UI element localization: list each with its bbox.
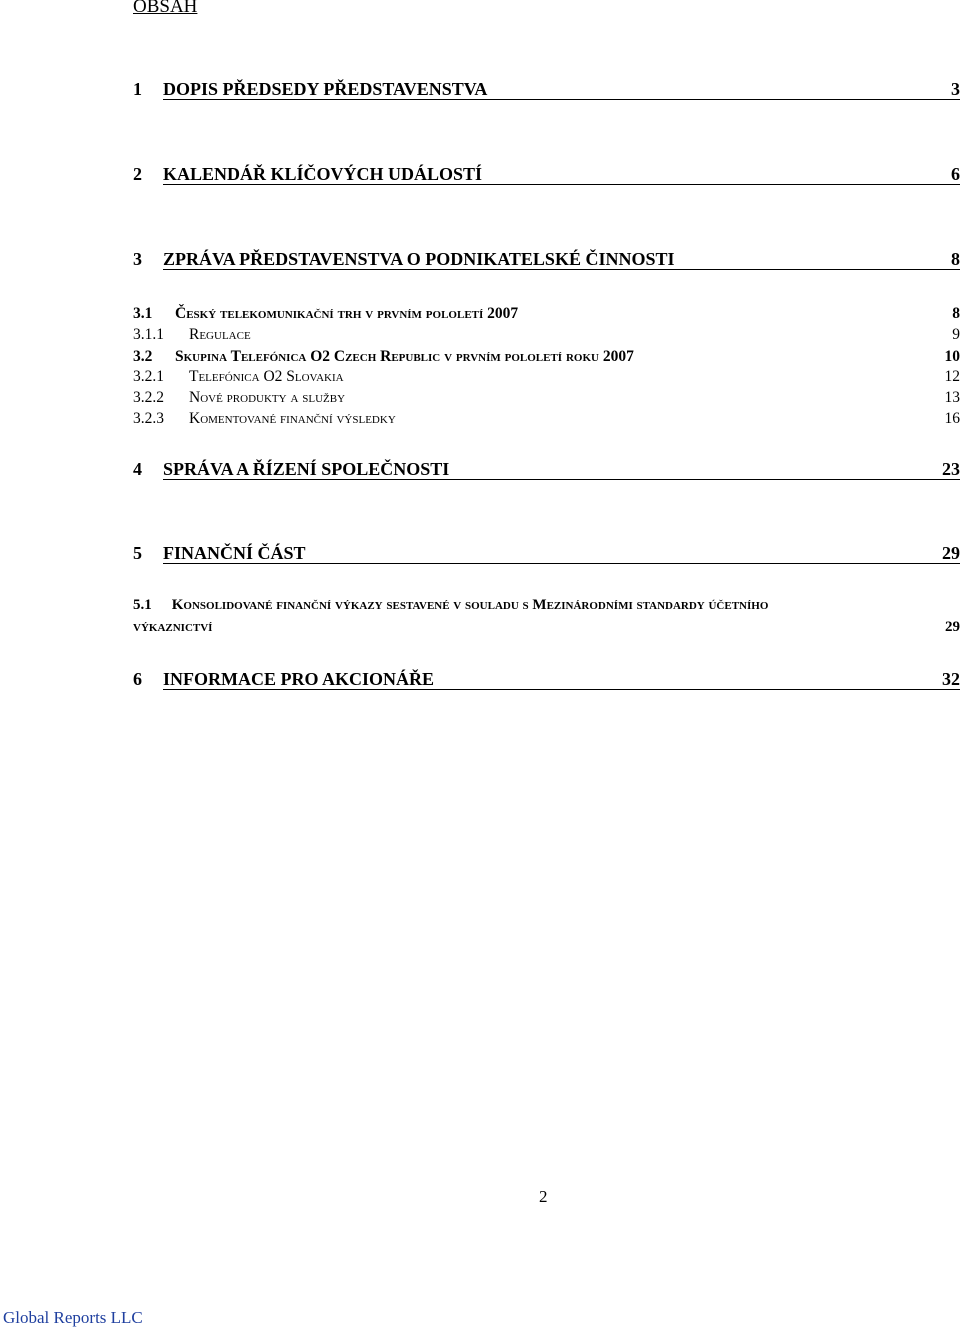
toc-entry-5-1[interactable] [133,597,768,614]
toc-entry-number: 5.1 [133,597,152,613]
toc-entry-5[interactable] [133,542,960,564]
toc-entry-number: 6 [133,669,142,689]
toc-entry-3-2[interactable] [133,344,960,366]
toc-entry-3[interactable] [133,248,960,270]
toc-entry-title: FINANČNÍ ČÁST [163,543,306,563]
toc-entry-page: 8 [951,249,960,269]
toc-entry-title: Regulace [189,325,251,343]
toc-entry-page: 16 [944,409,960,427]
toc-entry-3-2-1[interactable] [133,364,960,386]
toc-entry-rule [163,479,960,480]
toc-entry-title-continuation: výkaznictví [133,619,213,635]
toc-entry-page: 29 [942,543,960,563]
toc-entry-6[interactable] [133,668,960,690]
toc-entry-title: KALENDÁŘ KLÍČOVÝCH UDÁLOSTÍ [163,164,483,184]
toc-entry-number: 4 [133,459,142,479]
toc-entry-title: Skupina Telefónica O2 Czech Republic v prvním pololetí roku 2007 [175,347,634,365]
toc-entry-3-1[interactable] [133,301,960,323]
toc-entry-title: INFORMACE PRO AKCIONÁŘE [163,669,435,689]
toc-entry-1[interactable] [133,78,960,100]
toc-entry-3-2-3[interactable] [133,406,960,428]
toc-entry-page: 29 [945,619,960,635]
toc-entry-rule [163,184,960,185]
toc-entry-3-1-1[interactable] [133,322,960,344]
toc-entry-number: 3.2 [133,347,153,365]
toc-entry-page: 3 [951,79,960,99]
toc-entry-page: 9 [952,325,960,343]
toc-entry-page: 23 [942,459,960,479]
toc-entry-number: 3.2.3 [133,409,164,427]
toc-entry-number: 3.2.2 [133,388,164,406]
toc-entry-title: DOPIS PŘEDSEDY PŘEDSTAVENSTVA [163,79,488,99]
toc-entry-number: 5 [133,543,142,563]
toc-entry-page: 8 [952,304,960,322]
toc-entry-number: 3 [133,249,142,269]
toc-entry-title: Telefónica O2 Slovakia [189,367,344,385]
toc-entry-number: 2 [133,164,142,184]
toc-entry-title: SPRÁVA A ŘÍZENÍ SPOLEČNOSTI [163,459,450,479]
toc-entry-4[interactable] [133,458,960,480]
page-number: 2 [539,1187,548,1206]
toc-entry-2[interactable] [133,163,960,185]
toc-entry-number: 1 [133,79,142,99]
toc-entry-number: 3.2.1 [133,367,164,385]
toc-entry-3-2-2[interactable] [133,385,960,407]
toc-entry-rule [163,563,960,564]
toc-entry-title: Nové produkty a služby [189,388,346,406]
toc-entry-page: 13 [944,388,960,406]
toc-entry-title: Konsolidované finanční výkazy sestavené v souladu s Mezinárodními standardy účetního [171,597,769,613]
toc-entry-5-1-continuation[interactable] [133,619,960,639]
toc-entry-rule [163,99,960,100]
toc-entry-number: 3.1.1 [133,325,164,343]
toc-entry-rule [163,689,960,690]
footer-watermark: Global Reports LLC [3,1308,143,1327]
toc-title[interactable]: OBSAH [133,0,198,17]
toc-entry-number: 3.1 [133,304,153,322]
toc-entry-page: 12 [944,367,960,385]
toc-entry-title: Komentované finanční výsledky [189,409,396,427]
toc-entry-page: 6 [951,164,960,184]
toc-entry-page: 10 [944,347,960,365]
toc-entry-rule [163,269,960,270]
toc-entry-title: Český telekomunikační trh v prvním pololetí 2007 [175,304,519,322]
toc-entry-page: 32 [942,669,960,689]
toc-entry-title: ZPRÁVA PŘEDSTAVENSTVA O PODNIKATELSKÉ ČINNOSTI [163,249,675,269]
